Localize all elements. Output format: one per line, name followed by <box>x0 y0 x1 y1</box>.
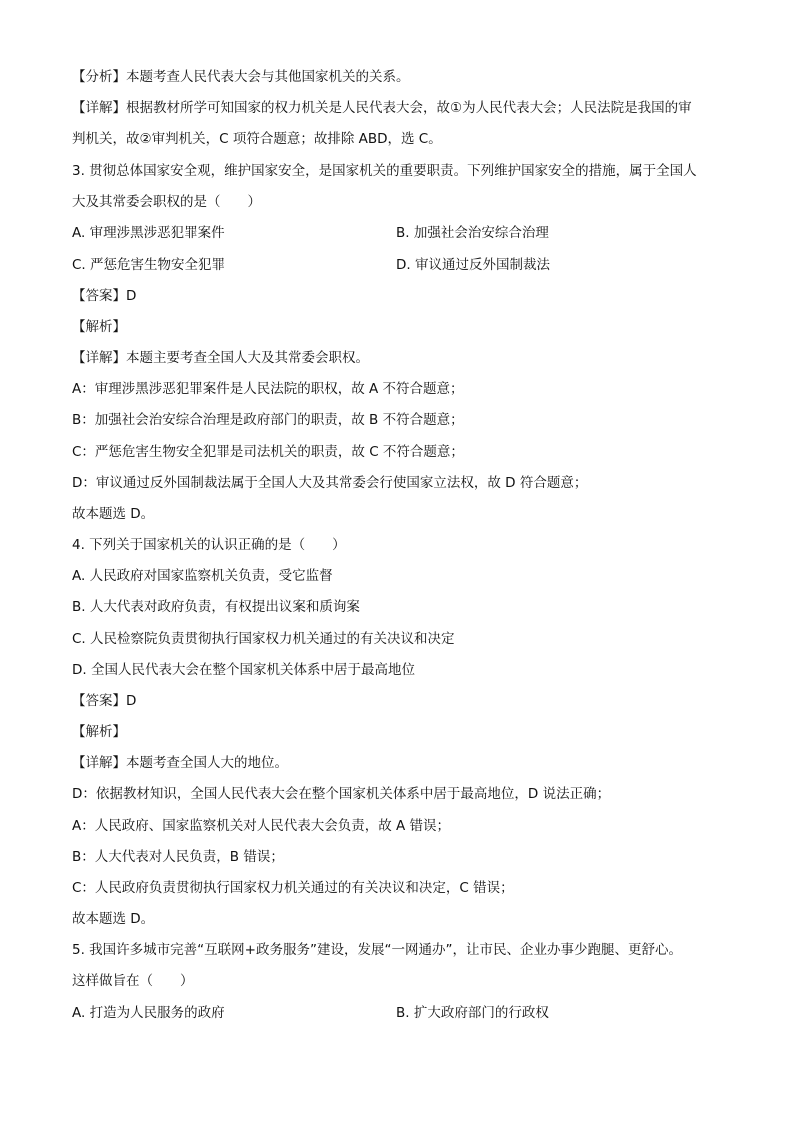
option-d: D. 全国人民代表大会在整个国家机关体系中居于最高地位 <box>72 662 415 678</box>
conclusion-line: 故本题选 D。 <box>72 506 155 522</box>
option-b: B. 人大代表对政府负责，有权提出议案和质询案 <box>72 599 360 615</box>
detail-line: D：依据教材知识，全国人民代表大会在整个国家机关体系中居于最高地位，D 说法正确； <box>72 786 611 802</box>
detail-line: 【详解】根据教材所学可知国家的权力机关是人民代表大会，故①为人民代表大会；人民法院是我国的审 <box>72 100 692 116</box>
analysis-label: 【解析】 <box>72 319 126 335</box>
answer-label: 【答案】D <box>72 693 137 709</box>
conclusion-line: 故本题选 D。 <box>72 911 155 927</box>
detail-line: B：人大代表对人民负责，B 错误； <box>72 849 284 865</box>
analysis-label: 【解析】 <box>72 724 126 740</box>
question-5-stem: 这样做旨在（ ） <box>72 973 194 989</box>
answer-label: 【答案】D <box>72 288 137 304</box>
analysis-line: 【分析】本题考查人民代表大会与其他国家机关的关系。 <box>72 69 410 85</box>
option-a: A. 审理涉黑涉恶犯罪案件 <box>72 225 225 241</box>
question-3-stem: 大及其常委会职权的是（ ） <box>72 194 261 210</box>
detail-line: C：人民政府负责贯彻执行国家权力机关通过的有关决议和决定，C 错误； <box>72 880 514 896</box>
option-a: A. 打造为人民服务的政府 <box>72 1005 225 1021</box>
detail-line: B：加强社会治安综合治理是政府部门的职责，故 B 不符合题意； <box>72 412 464 428</box>
option-b: B. 加强社会治安综合治理 <box>396 225 549 241</box>
detail-line: 【详解】本题主要考查全国人大及其常委会职权。 <box>72 350 369 366</box>
question-3-stem: 3. 贯彻总体国家安全观，维护国家安全，是国家机关的重要职责。下列维护国家安全的措施，属于全国人 <box>72 163 697 179</box>
option-d: D. 审议通过反外国制裁法 <box>396 257 550 273</box>
option-b: B. 扩大政府部门的行政权 <box>396 1005 549 1021</box>
detail-line: C：严惩危害生物安全犯罪是司法机关的职责，故 C 不符合题意； <box>72 444 464 460</box>
detail-line: 【详解】本题考查全国人大的地位。 <box>72 755 288 771</box>
question-4-stem: 4. 下列关于国家机关的认识正确的是（ ） <box>72 537 346 553</box>
detail-line: A：人民政府、国家监察机关对人民代表大会负责，故 A 错误； <box>72 818 451 834</box>
detail-line: D：审议通过反外国制裁法属于全国人大及其常委会行使国家立法权，故 D 符合题意； <box>72 475 588 491</box>
option-a: A. 人民政府对国家监察机关负责，受它监督 <box>72 568 333 584</box>
detail-line: A：审理涉黑涉恶犯罪案件是人民法院的职权，故 A 不符合题意； <box>72 381 464 397</box>
question-5-stem: 5. 我国许多城市完善“互联网+政务服务”建设，发展“一网通办”，让市民、企业办事少跑腿、更舒心。 <box>72 942 682 958</box>
detail-line: 判机关，故②审判机关，C 项符合题意；故排除 ABD，选 C。 <box>72 131 442 147</box>
option-c: C. 严惩危害生物安全犯罪 <box>72 257 226 273</box>
option-c: C. 人民检察院负责贯彻执行国家权力机关通过的有关决议和决定 <box>72 631 455 647</box>
